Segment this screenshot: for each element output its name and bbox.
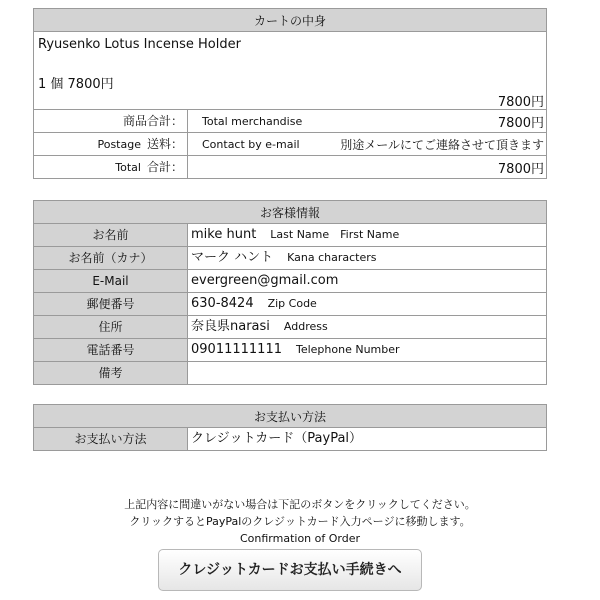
customer-row bbox=[33, 362, 547, 385]
customer-field-hint: Telephone Number bbox=[295, 343, 400, 356]
customer-row bbox=[33, 270, 547, 293]
customer-field-label: 備考 bbox=[34, 362, 188, 384]
credit-card-payment-button[interactable]: クレジットカードお支払い手続きへ bbox=[158, 549, 422, 591]
confirmation-line-2: クリックするとPayPalのクレジットカード入力ページに移動します。 bbox=[129, 515, 471, 528]
customer-field-label: お名前 bbox=[34, 224, 188, 246]
customer-field-label: 住所 bbox=[34, 316, 188, 338]
merchandise-label: 商品合計： bbox=[34, 110, 188, 132]
customer-title: お客様情報 bbox=[33, 200, 547, 224]
cart-section bbox=[33, 8, 547, 179]
quantity-line: 1 個 7800円 bbox=[38, 77, 114, 92]
customer-value-text: 09011111111 bbox=[191, 342, 282, 357]
payment-title: お支払い方法 bbox=[33, 404, 547, 428]
customer-value-text: 630-8424 bbox=[191, 296, 254, 311]
merchandise-amount: 7800円 bbox=[497, 115, 544, 131]
total-label: Total 合計： bbox=[34, 156, 188, 178]
customer-field-label: お名前（カナ） bbox=[34, 247, 188, 269]
customer-value-text: 奈良県narasi bbox=[191, 319, 270, 334]
postage-note: 別途メールにてご連絡させて頂きます bbox=[340, 137, 544, 152]
customer-field-value bbox=[188, 316, 546, 338]
customer-row bbox=[33, 224, 547, 247]
postage-en: Contact by e-mail bbox=[202, 137, 300, 151]
item-price: 7800円 bbox=[497, 95, 544, 110]
customer-field-value bbox=[188, 362, 546, 384]
total-amount: 7800円 bbox=[497, 161, 544, 177]
customer-value-text: evergreen@gmail.com bbox=[191, 273, 339, 288]
confirmation-line-1: 上記内容に間違いがない場合は下記のボタンをクリックしてください。 bbox=[124, 498, 476, 511]
customer-field-label: 電話番号 bbox=[34, 339, 188, 361]
customer-row bbox=[33, 316, 547, 339]
confirmation-line-3: Confirmation of Order bbox=[239, 532, 361, 545]
customer-row bbox=[33, 247, 547, 270]
customer-field-hint: Kana characters bbox=[287, 251, 377, 264]
cart-item bbox=[33, 32, 547, 110]
customer-field-value bbox=[188, 293, 546, 315]
customer-row bbox=[33, 293, 547, 316]
product-name: Ryusenko Lotus Incense Holder bbox=[38, 37, 241, 52]
customer-field-hint: Address bbox=[283, 320, 328, 333]
customer-value-text: マーク ハント bbox=[191, 250, 274, 265]
customer-field-label: E-Mail bbox=[34, 270, 188, 292]
customer-field-value bbox=[188, 224, 546, 246]
customer-field-hint: Zip Code bbox=[267, 297, 317, 310]
postage-row bbox=[33, 133, 547, 156]
customer-field-hint: Last Name First Name bbox=[270, 228, 400, 241]
payment-label: お支払い方法 bbox=[34, 428, 188, 450]
customer-row bbox=[33, 339, 547, 362]
customer-field-value bbox=[188, 270, 546, 292]
payment-row bbox=[33, 428, 547, 451]
total-row bbox=[33, 156, 547, 179]
customer-field-label: 郵便番号 bbox=[34, 293, 188, 315]
confirmation-text bbox=[0, 496, 600, 547]
customer-field-value bbox=[188, 339, 546, 361]
payment-value: クレジットカード（PayPal） bbox=[191, 431, 363, 446]
customer-field-value bbox=[188, 247, 546, 269]
customer-value-text: mike hunt bbox=[191, 227, 257, 242]
postage-label: Postage 送料： bbox=[34, 133, 188, 155]
merchandise-en: Total merchandise bbox=[202, 114, 303, 128]
cart-title: カートの中身 bbox=[33, 8, 547, 32]
customer-section bbox=[33, 200, 547, 385]
payment-section bbox=[33, 404, 547, 451]
merchandise-row bbox=[33, 110, 547, 133]
